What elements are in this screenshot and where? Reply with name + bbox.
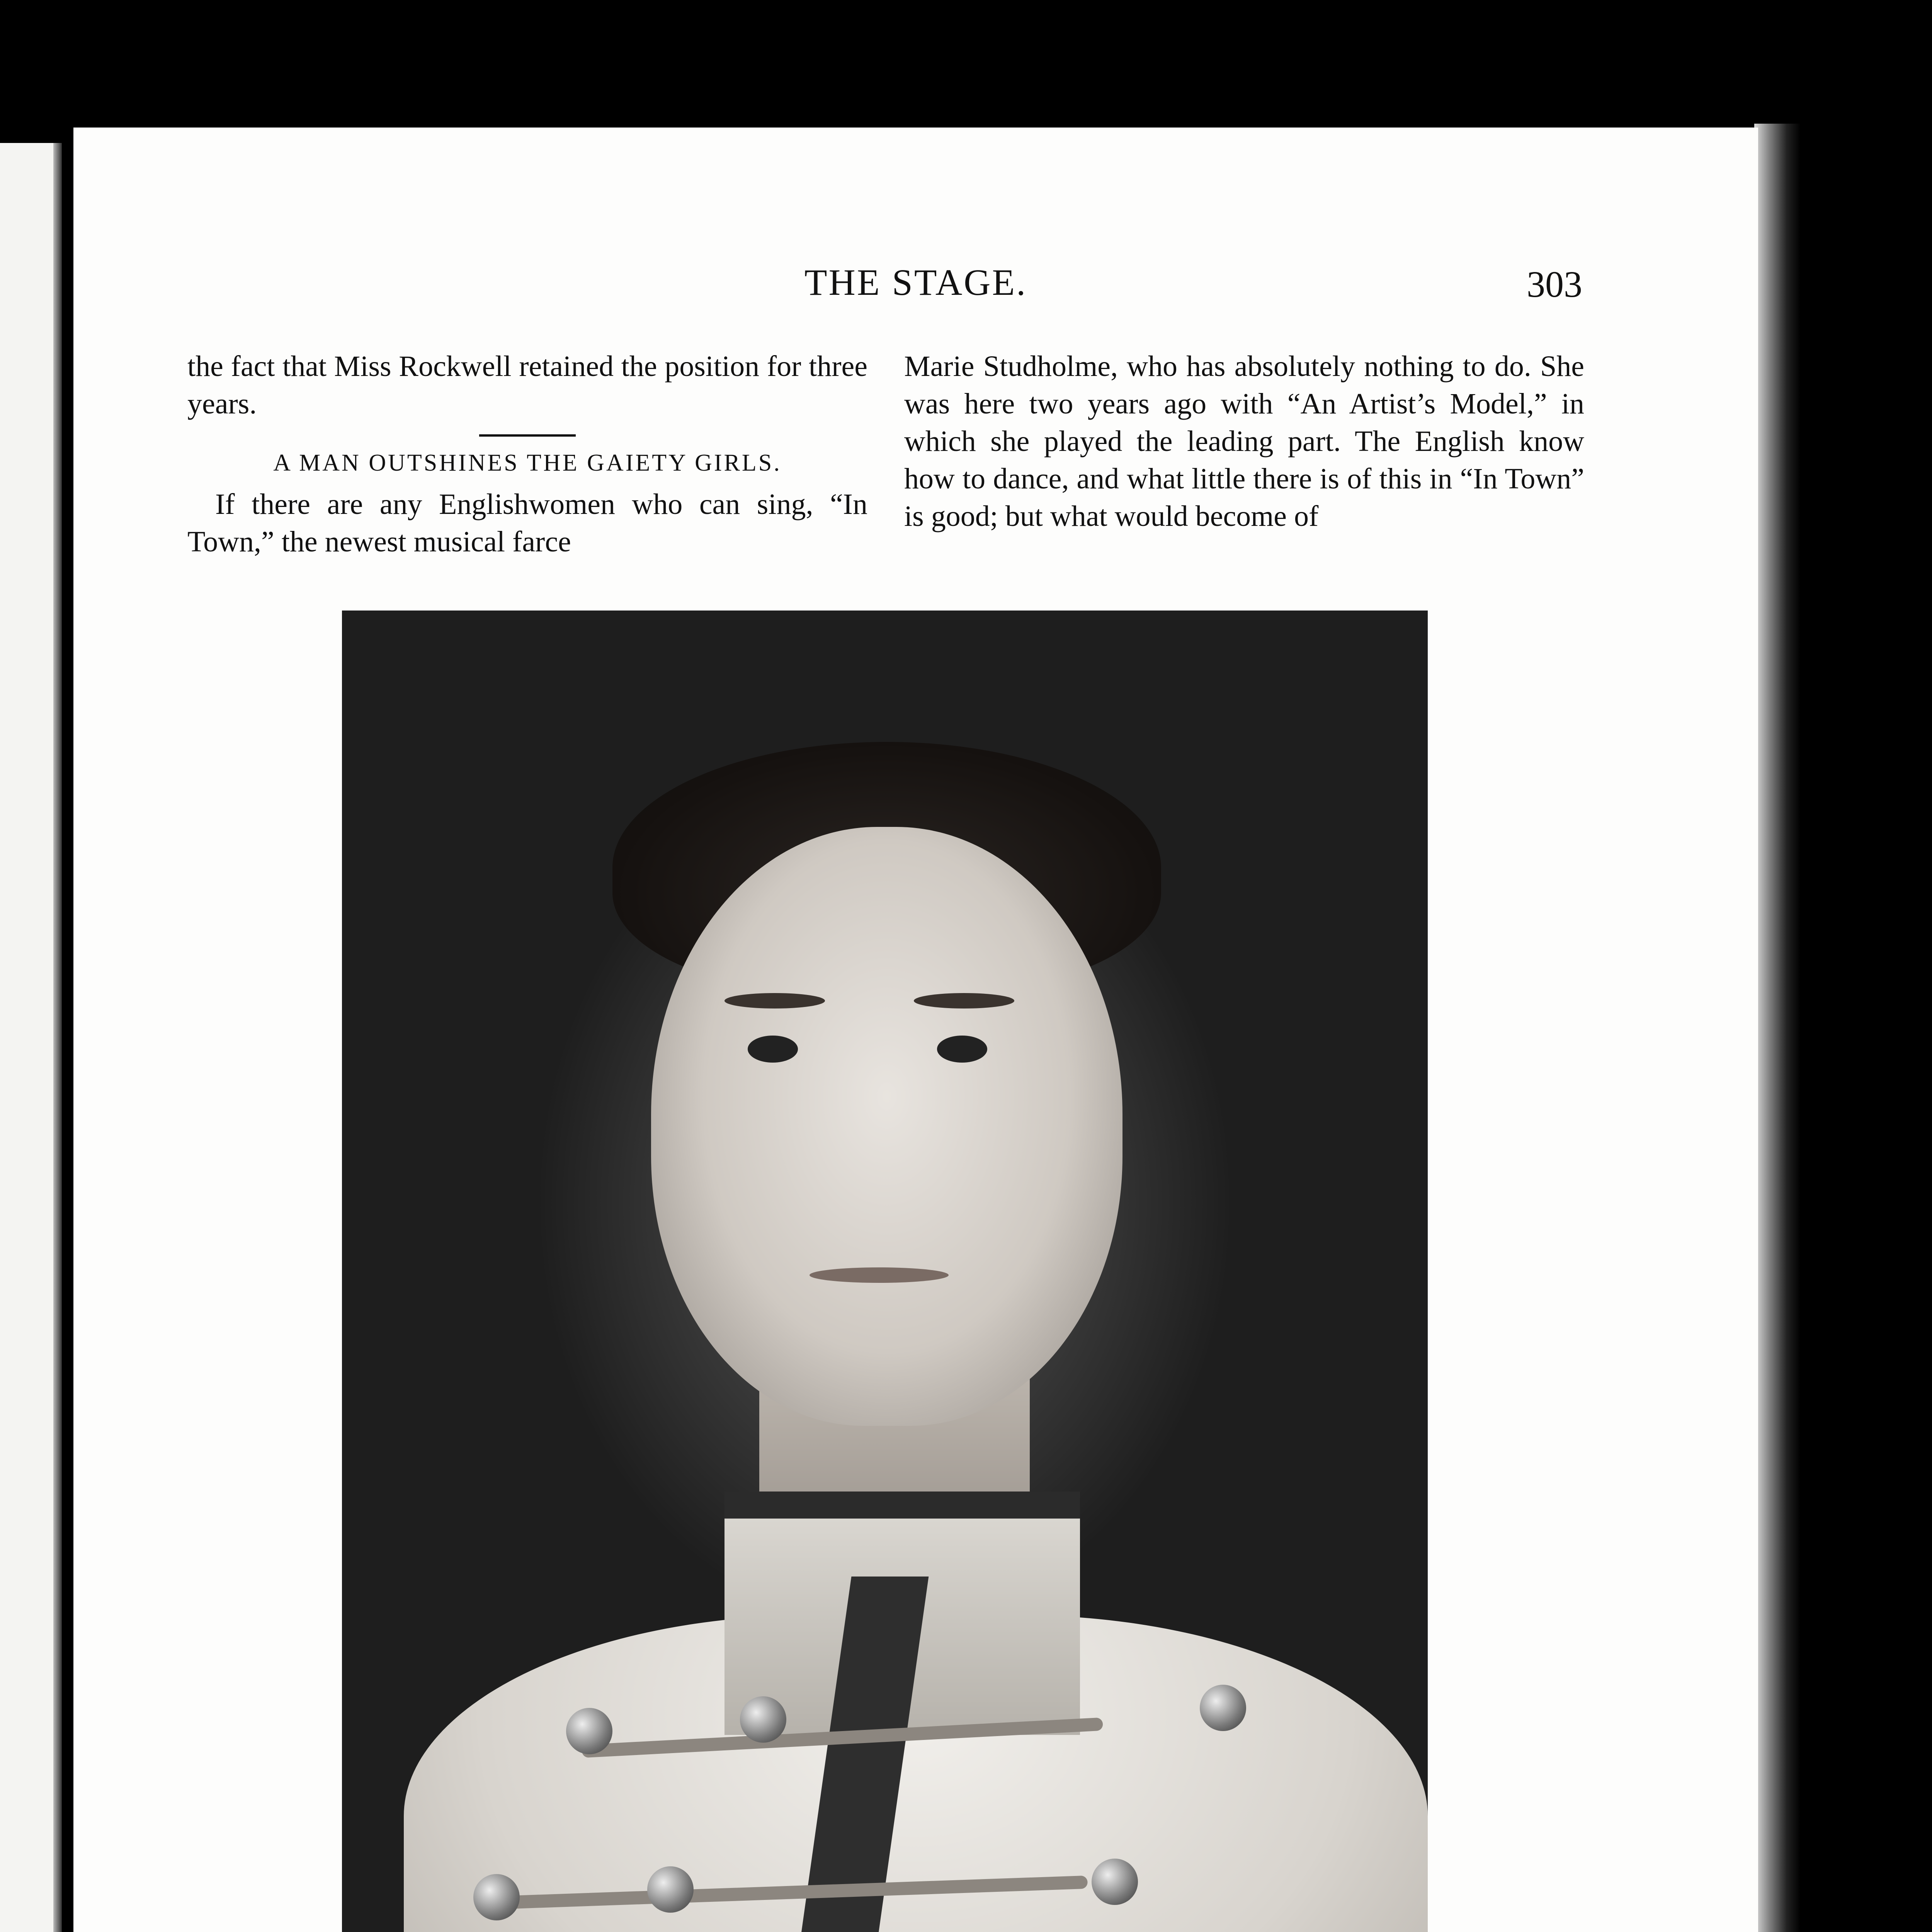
section-rule [479,434,576,437]
column-right-top [904,348,1584,535]
photo-button [473,1874,520,1920]
column-left-top [187,348,867,561]
photo-brow [724,993,825,1009]
facing-page-edge [0,143,62,1932]
portrait-photograph [342,611,1428,1932]
photo-mouth [810,1267,949,1283]
photo-brow [914,993,1014,1009]
photo-eye [748,1036,798,1063]
photo-button [647,1866,694,1913]
page-number: 303 [1527,264,1582,305]
running-title: THE STAGE. [804,262,1027,303]
paragraph: If there are any Englishwomen who can sing, “In Town,” the newest musical farce [187,488,867,558]
photo-eye [937,1036,987,1063]
paragraph: Marie Studholme, who has absolutely nothing to do. She was here two years ago with “An Artist’s Model,” in which she played the leading part. The English know how to dance, and what little there is of this in “In Town” is good; but what would become of [904,350,1584,532]
photo-button [566,1708,612,1754]
page-gutter [53,143,62,1932]
photo-face [651,827,1122,1426]
magazine-page [73,128,1758,1932]
paragraph: the fact that Miss Rockwell retained the position for three years. [187,350,867,420]
book-edge [1754,124,1801,1932]
section-heading: A MAN OUTSHINES THE GAIETY GIRLS. [273,450,782,476]
photo-button [1092,1859,1138,1905]
photo-button [740,1696,786,1743]
photo-button [1200,1685,1246,1731]
